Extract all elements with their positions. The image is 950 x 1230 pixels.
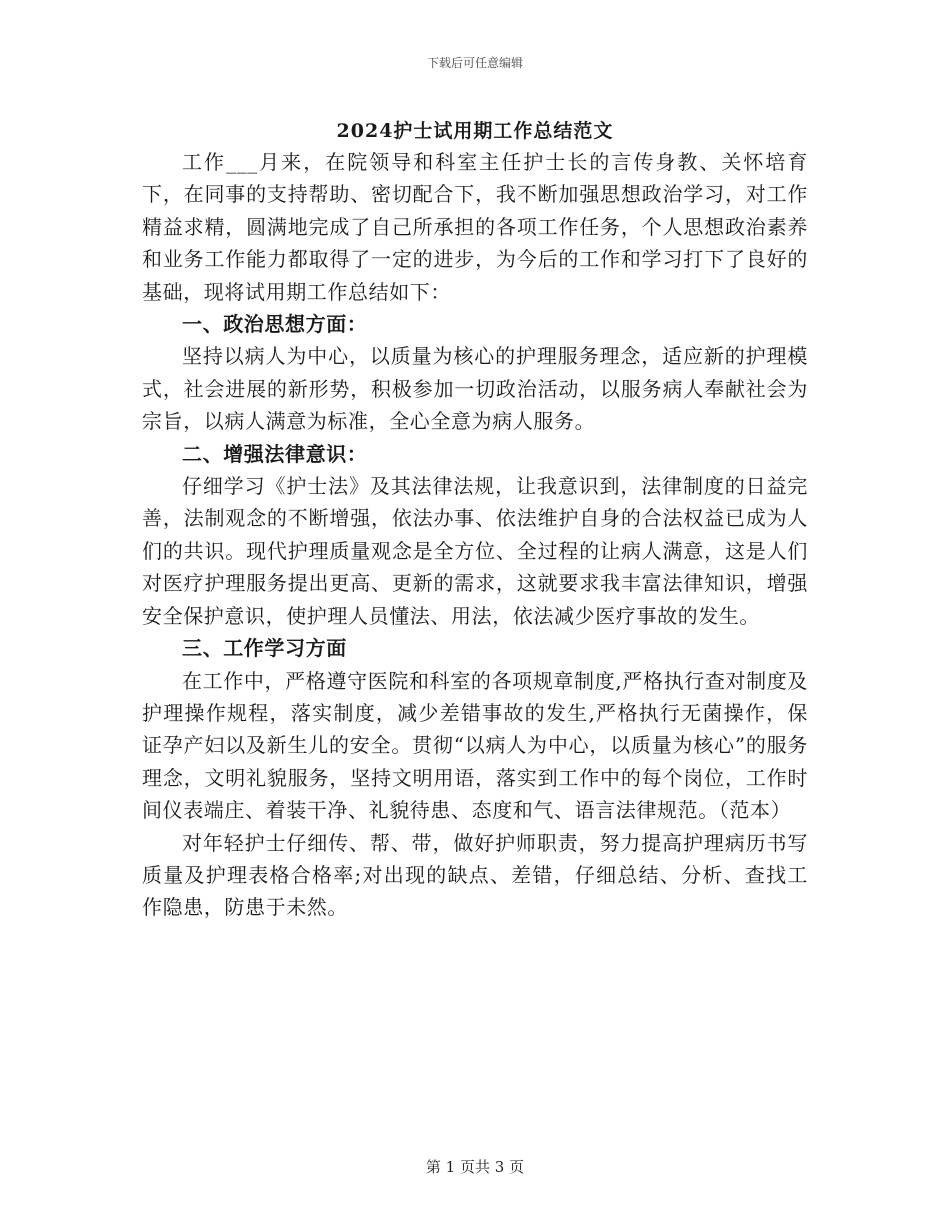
document-title: 2024护士试用期工作总结范文 — [336, 120, 614, 142]
section-paragraph: 对年轻护士仔细传、帮、带，做好护师职责，努力提高护理病历书写质量及护理表格合格率;对出现的缺点、差错，仔细总结、分析、查找工作隐患，防患于未然。 — [142, 830, 808, 920]
section-paragraph: 坚持以病人为中心，以质量为核心的护理服务理念，适应新的护理模式，社会进展的新形势，积极参加一切政治活动，以服务病人奉献社会为宗旨，以病人满意为标准，全心全意为病人服务。 — [142, 344, 808, 434]
section-heading-law: 二、增强法律意识： — [182, 441, 368, 466]
section-heading-politics: 一、政治思想方面： — [182, 312, 368, 337]
intro-paragraph: 工作___月来，在院领导和科室主任护士长的言传身教、关怀培育下，在同事的支持帮助、密切配合下，我不断加强思想政治学习，对工作精益求精，圆满地完成了自己所承担的各项工作任务，个人思想政治素养和业务工作能力都取得了一定的进步，为今后的工作和学习打下了良好的基础，现将试用期工作总结如下： — [142, 150, 808, 304]
document-body — [142, 146, 808, 924]
page-footer: 第 1 页共 3 页 — [425, 1158, 525, 1176]
section-heading-work-study: 三、工作学习方面 — [182, 636, 347, 661]
header-note: 下载后可任意编辑 — [426, 56, 523, 70]
section-paragraph: 仔细学习《护士法》及其法律法规，让我意识到，法律制度的日益完善，法制观念的不断增强，依法办事、依法维护自身的合法权益已成为人们的共识。现代护理质量观念是全方位、全过程的让病人满意，这是人们对医疗护理服务提出更高、更新的需求，这就要求我丰富法律知识，增强安全保护意识，使护理人员懂法、用法，依法减少医疗事故的发生。 — [142, 474, 808, 628]
section-paragraph: 在工作中，严格遵守医院和科室的各项规章制度,严格执行查对制度及护理操作规程，落实制度，减少差错事故的发生,严格执行无菌操作，保证孕产妇以及新生儿的安全。贯彻“以病人为中心，以质量为核心”的服务理念，文明礼貌服务，坚持文明用语，落实到工作中的每个岗位，工作时间仪表端庄、着装干净、礼貌待患、态度和气、语言法律规范。（范本） — [142, 668, 808, 823]
